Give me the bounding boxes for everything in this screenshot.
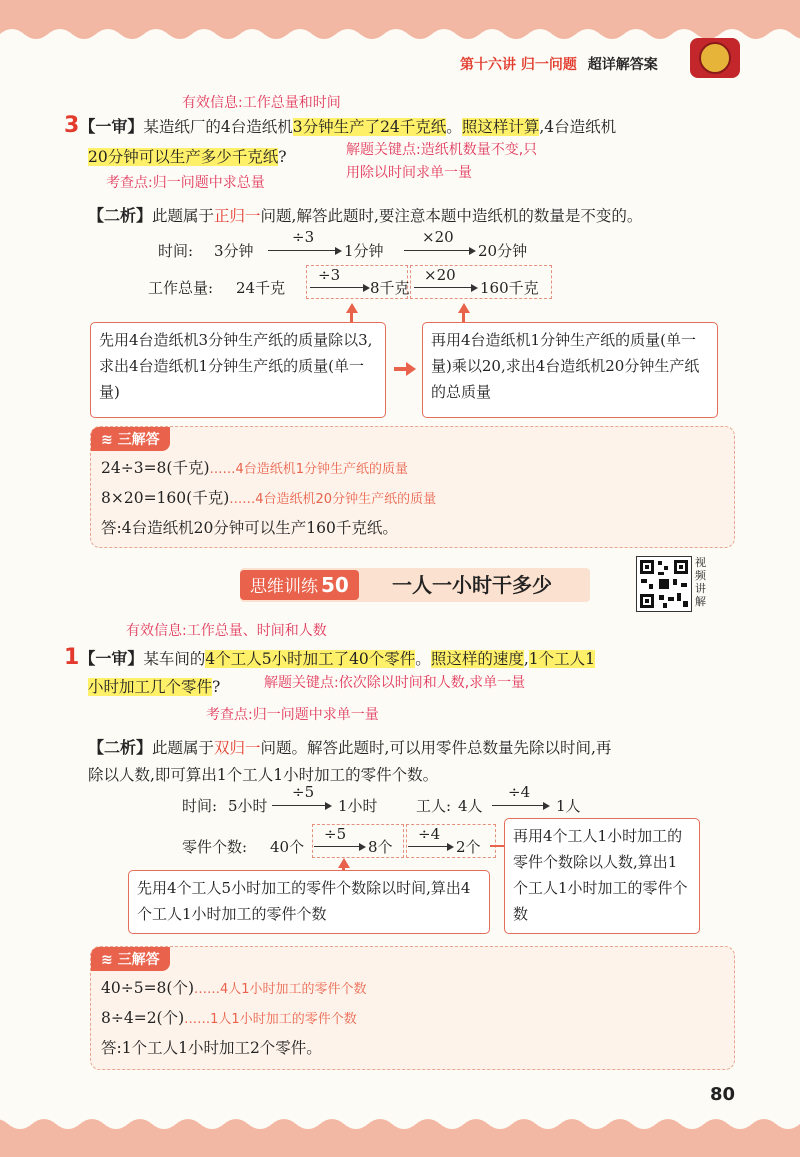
annotation-exam: 考查点:归一问题中求单一量 — [206, 707, 379, 723]
annotation-exam: 考查点:归一问题中求总量 — [106, 175, 265, 191]
page-number: 80 — [710, 1084, 736, 1105]
annotation-info: 有效信息:工作总量、时间和人数 — [126, 623, 327, 639]
section-badge: 思维训练 50 — [240, 570, 359, 600]
section-title: 一人一小时干多少 — [392, 573, 552, 597]
annotation-key-1: 解题关键点:造纸机数量不变,只 — [346, 142, 538, 158]
answer-title: ≋ 三解答 — [91, 427, 170, 451]
logo-emblem — [690, 38, 740, 78]
q1-question: 1【一审】某车间的4个工人5小时加工了40个零件。照这样的速度,1个工人1 — [64, 645, 595, 670]
q3-explain-left: 先用4台造纸机3分钟生产纸的质量除以3,求出4台造纸机1分钟生产纸的质量(单一量) — [90, 322, 386, 418]
q3-question-line2: 20分钟可以生产多少千克纸? — [88, 148, 287, 166]
q1-explain-right: 再用4个工人1小时加工的零件个数除以人数,算出1个工人1小时加工的零件个数 — [504, 818, 700, 934]
question-number: 1 — [64, 645, 80, 670]
footer-band — [0, 1110, 800, 1157]
answer-title: ≋ 三解答 — [91, 947, 170, 971]
q3-explain-right: 再用4台造纸机1分钟生产纸的质量(单一量)乘以20,求出4台造纸机20分钟生产纸的总质量 — [422, 322, 718, 418]
q3-analysis: 【二析】此题属于正归一问题,解答此题时,要注意本题中造纸机的数量是不变的。 — [88, 206, 643, 225]
question-number: 3 — [64, 113, 80, 138]
annotation-key: 解题关键点:依次除以时间和人数,求单一量 — [264, 675, 526, 691]
q3-answer-box: ≋ 三解答 24÷3=8(千克)……4台造纸机1分钟生产纸的质量 8×20=160(千克)……4台造纸机20分钟生产纸的质量 答:4台造纸机20分钟可以生产160千克纸。 — [90, 426, 735, 548]
annotation-key-2: 用除以时间求单一量 — [346, 165, 472, 181]
qr-code[interactable] — [636, 556, 692, 612]
q1-analysis-line2: 除以人数,即可算出1个工人1小时加工的零件个数。 — [88, 766, 439, 784]
q1-answer-box: ≋ 三解答 40÷5=8(个)……4人1小时加工的零件个数 8÷4=2(个)……1人1小时加工的零件个数 答:1个工人1小时加工2个零件。 — [90, 946, 735, 1070]
q1-question-line2: 小时加工几个零件? — [88, 678, 221, 696]
qr-label: 视频讲解 — [695, 556, 706, 608]
q1-analysis: 【二析】此题属于双归一问题。解答此题时,可以用零件总数量先除以时间,再 — [88, 738, 612, 757]
header-title: 第十六讲 归一问题 超详解答案 — [460, 57, 658, 73]
q3-question: 3【一审】某造纸厂的4台造纸机3分钟生产了24千克纸。照这样计算,4台造纸机 — [64, 113, 617, 138]
q1-explain-left: 先用4个工人5小时加工的零件个数除以时间,算出4个工人1小时加工的零件个数 — [128, 870, 490, 934]
annotation-info: 有效信息:工作总量和时间 — [182, 95, 341, 111]
section-banner — [240, 568, 590, 602]
header-band — [0, 0, 800, 50]
